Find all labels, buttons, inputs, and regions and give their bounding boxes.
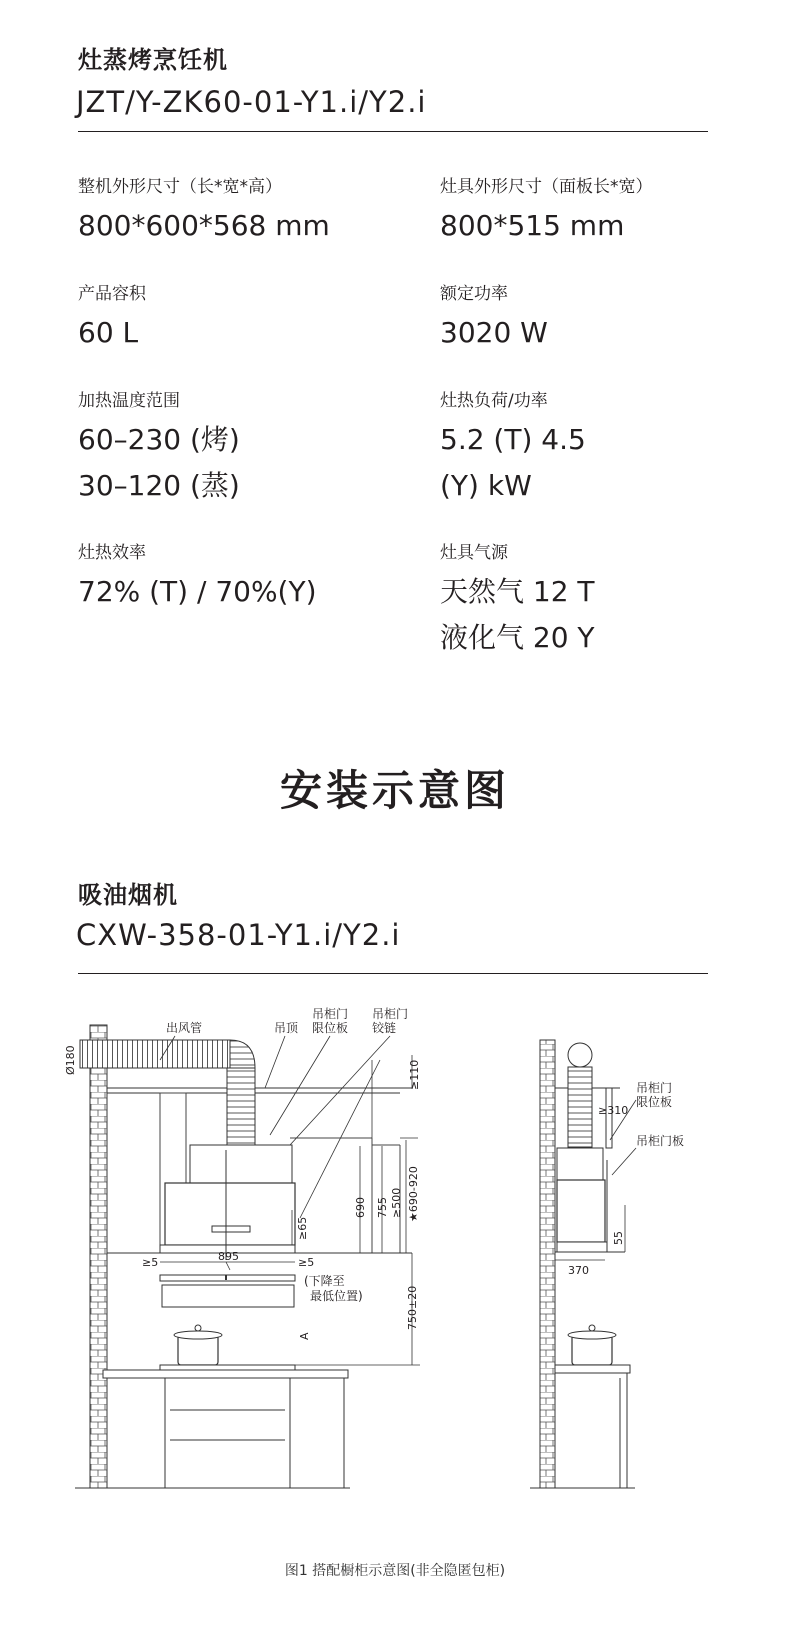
spec-label: 额定功率 bbox=[440, 284, 508, 304]
label-d690: 690 bbox=[354, 1197, 367, 1218]
base-cabinet bbox=[107, 1378, 344, 1488]
spec-value: (Y) kW bbox=[440, 469, 532, 502]
spec-item bbox=[440, 172, 653, 249]
spec-item bbox=[440, 538, 595, 661]
label-door-limit: 吊柜门 bbox=[312, 1007, 349, 1021]
installation-diagram bbox=[0, 990, 790, 1550]
duct-horizontal bbox=[80, 1040, 230, 1068]
label-d895: 895 bbox=[218, 1250, 239, 1263]
label-d755: 755 bbox=[376, 1197, 389, 1218]
spec-item bbox=[440, 386, 586, 509]
wall bbox=[90, 1025, 107, 1488]
label-ceiling: 吊顶 bbox=[274, 1021, 299, 1035]
label-door-hinge: 铰链 bbox=[372, 1021, 397, 1035]
label-door-hinge: 吊柜门 bbox=[372, 1007, 409, 1021]
spec-label: 整机外形尺寸（长*宽*高） bbox=[78, 177, 282, 197]
spec-label: 产品容积 bbox=[78, 284, 146, 304]
spec-value: 5.2 (T) 4.5 bbox=[440, 423, 586, 456]
product-model: CXW-358-01-Y1.i/Y2.i bbox=[76, 918, 401, 952]
spec-value: 60–230 (烤) bbox=[78, 423, 240, 456]
wall bbox=[540, 1040, 555, 1488]
label-point-a: A bbox=[298, 1332, 311, 1340]
spec-item bbox=[78, 172, 330, 249]
spec-value: 72% (T) / 70%(Y) bbox=[78, 575, 317, 608]
side-view bbox=[530, 1040, 684, 1488]
spec-label: 灶热效率 bbox=[78, 543, 146, 563]
spec-value: 3020 W bbox=[440, 316, 548, 349]
label-ge5-left: ≥5 bbox=[142, 1256, 159, 1269]
label-side-door: 吊柜门板 bbox=[636, 1134, 685, 1148]
spec-value: 60 L bbox=[78, 316, 139, 349]
label-side-limit: 限位板 bbox=[636, 1095, 673, 1109]
hood-lowered bbox=[162, 1285, 294, 1307]
label-door-limit: 限位板 bbox=[312, 1021, 349, 1035]
label-d750: 750±20 bbox=[406, 1285, 419, 1330]
spec-value: 800*515 mm bbox=[440, 209, 625, 242]
duct-section bbox=[568, 1043, 592, 1067]
spec-label: 加热温度范围 bbox=[78, 391, 180, 411]
label-ge500: ≥500 bbox=[390, 1187, 403, 1218]
label-side-limit: 吊柜门 bbox=[636, 1081, 673, 1095]
countertop bbox=[103, 1370, 348, 1378]
diagram-caption: 图1 搭配橱柜示意图(非全隐匿包柜) bbox=[284, 1563, 506, 1579]
spec-label: 灶具气源 bbox=[440, 543, 508, 563]
spec-item bbox=[440, 279, 548, 356]
divider bbox=[78, 131, 708, 132]
product-title: 灶蒸烤烹饪机 bbox=[78, 46, 228, 74]
spec-value: 30–120 (蒸) bbox=[78, 469, 240, 502]
spec-label: 灶热负荷/功率 bbox=[440, 391, 548, 411]
spec-label: 灶具外形尺寸（面板长*宽） bbox=[440, 177, 653, 197]
label-ge110: ≥110 bbox=[408, 1059, 421, 1090]
label-duct: 出风管 bbox=[166, 1021, 203, 1035]
divider bbox=[78, 973, 708, 974]
spec-item bbox=[78, 279, 146, 356]
label-d690-920: ★690-920 bbox=[407, 1166, 420, 1222]
label-d55: 55 bbox=[612, 1231, 625, 1245]
label-lowest: 最低位置) bbox=[310, 1289, 363, 1303]
label-d180: Ø180 bbox=[64, 1045, 77, 1075]
spec-value: 天然气 12 T bbox=[440, 575, 595, 608]
label-ge310: ≥310 bbox=[598, 1104, 629, 1117]
product-model: JZT/Y-ZK60-01-Y1.i/Y2.i bbox=[76, 85, 427, 119]
spec-item bbox=[78, 386, 240, 509]
spec-item bbox=[78, 538, 317, 615]
label-lowest: (下降至 bbox=[304, 1274, 345, 1288]
hood-side bbox=[557, 1180, 605, 1242]
base-cabinet bbox=[555, 1373, 627, 1488]
product-title: 吸油烟机 bbox=[78, 881, 178, 909]
hood-upper bbox=[190, 1145, 292, 1183]
label-ge65: ≥65 bbox=[296, 1216, 309, 1240]
label-ge5-right: ≥5 bbox=[298, 1256, 315, 1269]
front-view bbox=[64, 1006, 421, 1488]
label-d370: 370 bbox=[568, 1264, 589, 1277]
hood-body bbox=[165, 1183, 295, 1245]
spec-value: 800*600*568 mm bbox=[78, 209, 330, 242]
duct-vertical bbox=[227, 1068, 255, 1150]
spec-value: 液化气 20 Y bbox=[440, 621, 595, 654]
section-heading: 安装示意图 bbox=[279, 766, 510, 815]
